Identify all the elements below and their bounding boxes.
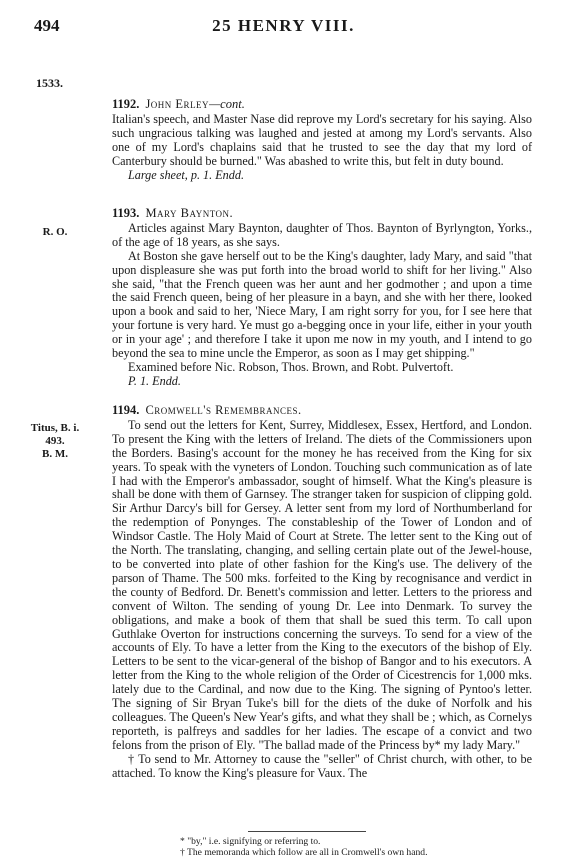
entry-paragraph: † To send to Mr. Attorney to cause the "seller" of Christ church, with other, to be attached. To know the King's pleasure for Vaux. The xyxy=(112,751,532,780)
entry-paragraph: Articles against Mary Baynton, daughter of Thos. Baynton of Byrlyngton, Yorks., of the age of 18 years, as she says. xyxy=(112,220,532,249)
entry-paragraph: Italian's speech, and Master Nase did reprove my Lord's secretary for his saying. Also such ungracious talking was laughed and jested at among my Lord's servants. Also one of my Lord's chaplains said that he trusted to see the day that my lord of Canterbury should be burned." Was abashed to write this, but felt in duty bound. xyxy=(112,111,532,168)
entry-heading xyxy=(112,404,532,418)
entry-number: 1193. xyxy=(112,206,140,220)
footnote: † The memoranda which follow are all in Cromwell's own hand. xyxy=(180,847,428,858)
marginal-reference xyxy=(20,422,90,461)
footnotes xyxy=(180,836,540,858)
year-marker: 1533. xyxy=(36,76,63,90)
entry-number: 1192. xyxy=(112,97,140,111)
entry-paragraph: Examined before Nic. Robson, Thos. Brown, and Robt. Pulvertoft. xyxy=(128,359,454,374)
page-number: 494 xyxy=(34,16,60,35)
marginal-line: B. M. xyxy=(42,448,68,460)
entry-heading xyxy=(112,98,532,112)
running-header xyxy=(28,14,539,36)
entry-reference: Large sheet, p. 1. Endd. xyxy=(128,167,244,182)
entry-1193 xyxy=(112,207,532,389)
entry-name-suffix: —cont. xyxy=(209,97,245,111)
entry-1192 xyxy=(112,98,532,182)
marginal-line: 493. xyxy=(45,435,65,447)
entry-number: 1194. xyxy=(112,403,140,417)
footnote: * "by," i.e. signifying or referring to. xyxy=(180,836,321,847)
running-title: 25 HENRY VIII. xyxy=(212,16,355,35)
marginal-reference: R. O. xyxy=(42,226,68,238)
entry-heading xyxy=(112,207,532,221)
entry-name: Cromwell's Remembrances. xyxy=(145,403,302,417)
entry-name: John Erley xyxy=(145,97,210,111)
entry-name: Mary Baynton. xyxy=(145,206,234,220)
entry-reference: P. 1. Endd. xyxy=(128,373,181,388)
footnote-rule xyxy=(248,831,366,832)
entry-paragraph: At Boston she gave herself out to be the King's daughter, lady Mary, and said "that upon displeasure she was put forth into the broad world to shift for her living." Also she said, "that the French queen was her aunt and her godmother ; and upon a time the said French queen, being of her pleasure in a bayn, and she with her there, looked upon a book and said to her, 'Niece Mary, I am right sorry for you, for I see here that your fortune is very hard. Ye must go a-begging once in your life, either in your youth or in your age' ; and therefore I take it upon me now in my youth, and I intend to go beyond the sea to mine uncle the Emperor, as soon as I may get shipping." xyxy=(112,248,532,361)
marginal-line: Titus, B. i. xyxy=(30,422,80,434)
entry-paragraph: To send out the letters for Kent, Surrey, Middlesex, Essex, Hertford, and London. To present the King with the letters of Ireland. The diets of the Commissioners upon the Borders. Basing's account for the money he has received from the King for six years. To speak with the vyneters of London. Touching such communication as of late I had with the Emperor's ambassador, sought of himself. What the King's pleasure is shall be done with them of Garnsey. The stranger taken for suspicion of clipping gold. Sir Arthur Darcy's bill for Gersey. A letter sent from my lord of Northumberland for the redemption of Ponynges. The constableship of the Tower of London and of Windsor Castle. The Holy Maid of Court at Strete. The letter sent to the King out of the North. The translating, changing, and selling certain plate out of the Jewel-house, to be converted into plate of other fashion for the King's use. The delivery of the parson of Thame. The 500 mks. forfeited to the King by recognisance and verdict in the county of Bedford. Dr. Benett's commission and letter. Letters to the prioress and convent of Wilton. The sending of young Dr. Lee into Denmark. To survey the obligations, and make a book of them that shall be sued this term. To call upon Guthlake Overton for instructions concerning the surveys. To send for a view of the accounts of Ely. To have a letter from the King to the executors of the bishop of Ely. Letters to be sent to the vicar-general of the bishop of Bangor and to his executors. A letter from the King to the whole religion of the Order of Cicestrencis for 1,000 mks. lately due to the Cardinal, and now due to the King. The signing of Pyntoo's letter. The signing of Sir Bryan Tuke's bill for the diets of the duke of Norfolk and his colleagues. The Queen's New Year's gifts, and what they shall be ; which, as Cornelys reporteth, is palfreys and saddles for her ladies. The escape of a convict and two felons from the prison of Ely. "The ballad made of the Princess by* my lady Mary." xyxy=(112,417,532,752)
entry-1194 xyxy=(112,404,532,780)
